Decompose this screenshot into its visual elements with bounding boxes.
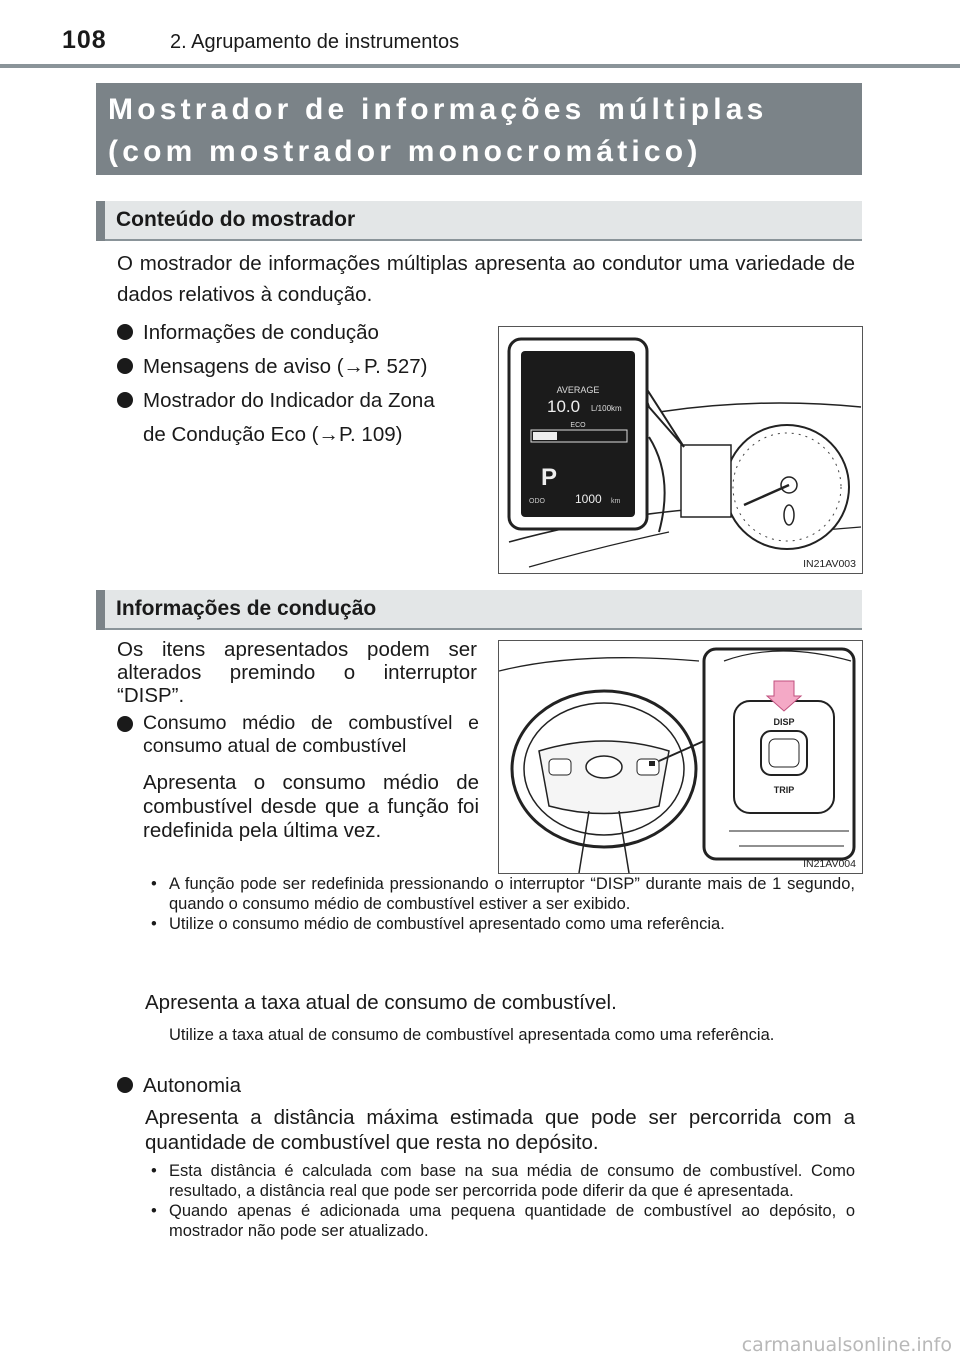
section-heading: Informações de condução bbox=[116, 597, 377, 620]
section2-intro: Os itens apresentados podem ser alterados premindo o interruptor “DISP”. bbox=[117, 638, 477, 707]
svg-text:TRIP: TRIP bbox=[773, 785, 795, 795]
note-item: • A função pode ser redefinida pressionando o interruptor “DISP” durante mais de 1 segundo, quando o consumo médio de combustível estiver a ser exibido. bbox=[145, 874, 855, 914]
section-heading-bar bbox=[96, 201, 862, 241]
svg-text:P: P bbox=[541, 464, 558, 491]
note: Utilize a taxa atual de consumo de combustível apresentada como uma referência. bbox=[169, 1026, 775, 1044]
description: Apresenta a taxa atual de consumo de combustível. bbox=[145, 991, 617, 1014]
list-item: Autonomia bbox=[117, 1069, 241, 1103]
watermark: carmanualsonline.info bbox=[741, 1334, 952, 1356]
note-list bbox=[145, 1161, 855, 1241]
list-item: Mostrador do Indicador da Zona bbox=[117, 384, 487, 418]
bullet-icon bbox=[117, 1077, 133, 1093]
bullet-icon bbox=[117, 324, 133, 340]
figure-code: IN21AV004 bbox=[803, 858, 856, 870]
running-head: 2. Agrupamento de instrumentos bbox=[170, 31, 460, 53]
section-tab bbox=[96, 201, 105, 241]
svg-text:DISP: DISP bbox=[773, 717, 795, 727]
note-item: • Esta distância é calculada com base na sua média de consumo de combustível. Como resultado, a distância real que pode ser percorrida pode diferir da que é apresentada. bbox=[145, 1161, 855, 1201]
section-tab bbox=[96, 590, 105, 630]
bullet-icon bbox=[117, 392, 133, 408]
svg-text:ECO: ECO bbox=[570, 422, 586, 429]
svg-text:ODO: ODO bbox=[529, 498, 545, 505]
page-number: 108 bbox=[62, 26, 107, 54]
section-heading: Conteúdo do mostrador bbox=[116, 208, 356, 231]
steering-figure bbox=[498, 640, 863, 874]
svg-text:km: km bbox=[611, 498, 621, 505]
bullet-list bbox=[117, 316, 487, 452]
list-item: Mensagens de aviso (→P. 527) bbox=[117, 350, 487, 384]
section-heading-bar bbox=[96, 590, 862, 630]
note-item: • Quando apenas é adicionada uma pequena quantidade de combustível ao depósito, o mostrador não pode ser atualizado. bbox=[145, 1201, 855, 1241]
note-list bbox=[145, 874, 855, 934]
intro-paragraph: O mostrador de informações múltiplas apresenta ao condutor uma variedade de dados relativos à condução. bbox=[117, 252, 855, 306]
bullet-icon bbox=[117, 358, 133, 374]
steering-illustration bbox=[499, 641, 862, 873]
list-item: Consumo médio de combustível e consumo atual de combustível bbox=[117, 712, 479, 758]
page-title: Mostrador de informações múltiplas (com mostrador monocromático) bbox=[108, 93, 768, 168]
figure-code: IN21AV003 bbox=[803, 558, 856, 570]
header-rule bbox=[0, 64, 960, 68]
note-item: • Utilize o consumo médio de combustível apresentado como uma referência. bbox=[145, 914, 855, 934]
description: Apresenta o consumo médio de combustível desde que a função foi redefinida pela última vez. bbox=[143, 771, 479, 842]
list-item: Informações de condução bbox=[117, 316, 487, 350]
svg-text:1000: 1000 bbox=[575, 492, 602, 506]
svg-text:L/100km: L/100km bbox=[591, 404, 622, 413]
svg-text:10.0: 10.0 bbox=[547, 397, 581, 416]
svg-text:AVERAGE: AVERAGE bbox=[556, 385, 600, 395]
bullet-icon bbox=[117, 716, 133, 732]
cluster-illustration bbox=[499, 327, 862, 573]
description: Apresenta a distância máxima estimada que pode ser percorrida com a quantidade de combustível que resta no depósito. bbox=[145, 1106, 855, 1154]
cluster-figure bbox=[498, 326, 863, 574]
list-item-continuation: de Condução Eco (→P. 109) bbox=[143, 423, 403, 446]
